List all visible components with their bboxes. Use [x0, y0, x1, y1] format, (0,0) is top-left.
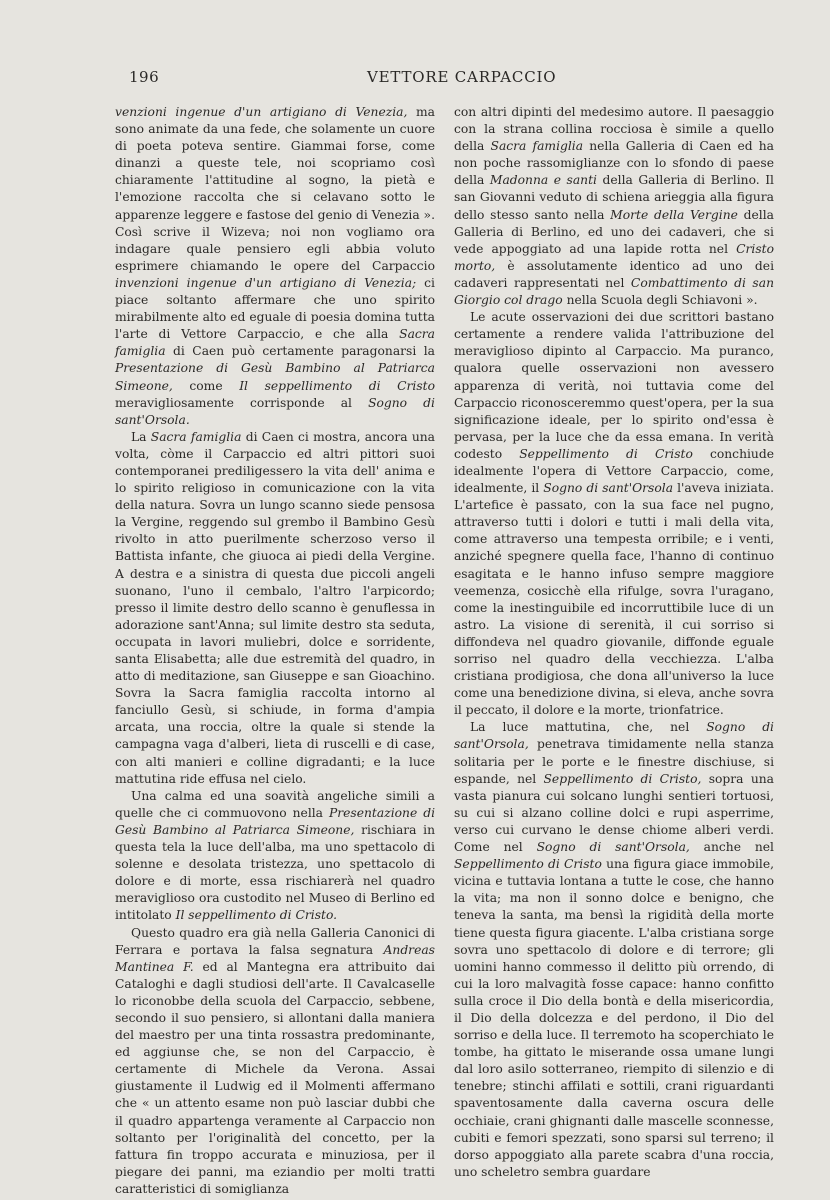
italic-text-run: Sogno di sant'Orsola	[543, 481, 674, 496]
text-run: La luce mattutina, che, nel	[470, 720, 707, 735]
text-run: nella Scuola degli Schiavoni ».	[562, 293, 758, 308]
text-run: anche nel	[689, 840, 774, 855]
text-run: l'aveva iniziata. L'artefice è passato, con la sua face nel pugno, attraverso tutti i dolori e tutti i mali della vita, come attraverso una tempesta orribile; e i venti, anziché spegnere quella face, l'hanno di continuo esagitata e le hanno infuso sempre maggiore veemenza, cosicchè ella rifulge, sovra l'uragano, come la inestinguibile ed incorruttibile luce di un astro. La visione di serenità, il cui sorriso si diffondeva nel quadro giovanile, diffonde eguale sorriso nel quadro della vecchiezza. L'alba cristiana prodigiosa, che dona all'universo la luce come una benedizione divina, si eleva, anche sovra il peccato, il dolore e la morte, trionfatrice.	[454, 481, 774, 718]
text-column-left	[115, 104, 435, 1198]
paragraph	[454, 309, 774, 719]
page-number: 196	[129, 68, 160, 86]
text-run: rischiara in questa tela la luce dell'alba, ma uno spettacolo di solenne e desolata tristezza, uno spettacolo di dolore e di morte, essa rischiarerà nel quadro meraviglioso ora custodito nel Museo di Berlino ed intitolato	[115, 822, 435, 923]
italic-text-run: Combattimento di san Giorgio col drago	[454, 275, 774, 308]
italic-text-run: Andreas Mantinea F.	[115, 942, 435, 974]
text-run: nella Galleria di Caen ed ha non poche rassomiglianze con lo sfondo di paese della	[454, 139, 774, 188]
text-run: una figura giace immobile, vicina e tuttavia lontana a tutte le cose, che hanno la vita; ma non il sonno dolce e benigno, che teneva la santa, ma bensì la rigidità della morte tiene questa figura giacente. L'alba cristiana sorge sovra uno spettacolo di dolore e di terrore; gli uomini hanno commesso il delitto più orrendo, di cui la loro malvagità fosse capace: hanno confitto sulla croce il Dio della bontà e della misericordia, il Dio della dolcezza e del perdono, il Dio del sorriso e della luce. Il terremoto ha scoperchiato le tombe, ha gittato le miserande ossa umane lungi dal loro asilo sotterraneo, riempito di silenzio e di tenebre; stinchi affilati e sottili, crani riguardanti spaventosamente dalla caverna oscura delle occhiaie, crani ghignanti dalle mascelle sconnesse, cubiti e femori spezzati, sono sparsi sul terreno; il dorso appoggiato alla parete scabra d'una roccia, uno scheletro sembra guardare	[454, 857, 774, 1179]
italic-text-run: Sogno di sant'Orsola.	[115, 395, 435, 427]
text-run: come	[172, 378, 240, 393]
text-run: ma sono animate da una fede, che solamente un cuore di poeta poteva sentire. Giammai forse, come dinanzi a queste tele, noi scopriamo così chiaramente l'attitudine al sogno, la pietà e l'emozione raccolta che si celavano sotto le apparenze leggere e fastose del genio di Venezia ». Così scrive il Wizeva; noi non vogliamo ora indagare quale pensiero egli abbia voluto esprimere chiamando le opere del Carpaccio	[115, 105, 435, 273]
paragraph	[115, 429, 435, 788]
text-run: ed al Mantegna era attribuito dai Cataloghi e dagli studiosi dell'arte. Il Cavalcaselle lo riconobbe della scuola del Carpaccio, sebbene, secondo il suo pensiero, si allontani dalla maniera del maestro per una tinta rossastra predominante, ed aggiunse che, se non del Carpaccio, è certamente di Michele da Verona. Assai giustamente il Ludwig ed il Molmenti affermano che « un attento esame non può lasciar dubbi che il quadro appartenga veramente al Carpaccio non soltanto per l'originalità del concetto, per la fattura fin troppo accurata e minuziosa, per il piegare dei panni, ma eziandio per molti tratti caratteristici di somiglianza	[115, 959, 435, 1196]
paragraph	[115, 104, 435, 429]
italic-text-run: invenzioni ingenue d'un artigiano di Venezia;	[115, 275, 417, 290]
italic-text-run: Seppellimento di Cristo	[519, 446, 693, 461]
text-run: sopra una vasta pianura cui solcano lunghi sentieri tortuosi, su cui si alzano colline dolci e rupi asperrime, verso cui curvano le dense chiome alberi verdi. Come nel	[454, 771, 774, 855]
paragraph	[454, 104, 774, 309]
text-run: meravigliosamente corrisponde al	[115, 395, 369, 410]
italic-text-run: Morte della Vergine	[610, 207, 738, 222]
italic-text-run: Sacra famiglia	[150, 429, 242, 444]
italic-text-run: Il seppellimento di Cristo	[239, 378, 436, 393]
text-run: della Galleria di Berlino. Il san Giovanni veduto di schiena arieggia alla figura dello stesso santo nella	[454, 173, 774, 222]
text-run: con altri dipinti del medesimo autore. Il paesaggio con la strana collina rocciosa è simile a quello della	[454, 105, 774, 154]
italic-text-run: Seppellimento di Cristo,	[543, 771, 702, 786]
italic-text-run: Seppellimento di Cristo	[454, 857, 602, 872]
text-run: è assolutamente identico ad uno dei cadaveri rappresentati nel	[454, 258, 774, 290]
italic-text-run: Sacra famiglia	[490, 139, 584, 154]
text-run: penetrava timidamente nella stanza solitaria per le porte e le finestre dischiuse, si espande, nel	[454, 737, 774, 786]
text-run: della Galleria di Berlino, ed uno dei cadaveri, che si vede appoggiato ad una lapide rotta nel	[454, 207, 774, 256]
running-title: VETTORE CARPACCIO	[367, 68, 557, 86]
text-run: Una calma ed una soavità angeliche simili a quelle che ci commuovono nella	[115, 788, 435, 820]
text-run: conchiude idealmente l'opera di Vettore Carpaccio, come, idealmente, il	[454, 446, 774, 496]
italic-text-run: venzioni ingenue d'un artigiano di Venezia,	[115, 105, 408, 119]
italic-text-run: Sacra famiglia	[115, 327, 435, 359]
paragraph	[115, 788, 435, 925]
italic-text-run: Presentazione di Gesù Bambino al Patriarca Simeone,	[115, 805, 436, 837]
italic-text-run: Sogno di sant'Orsola,	[536, 840, 690, 855]
text-run: di Caen ci mostra, ancora una volta, còme il Carpaccio ed altri pittori suoi contemporanei prediligessero la vita dell' anima e lo spirito religioso in comunicazione con la vita della natura. Sovra un lungo scanno siede pensosa la Vergine, reggendo sul grembo il Bambino Gesù rivolto in atto puerilmente scherzoso verso il Battista infante, che giuoca ai piedi della Vergine. A destra e a sinistra di questa due piccoli angeli suonano, l'uno il cembalo, l'altro l'arpicordo; presso il limite destro dello scanno è genuflessa in adorazione sant'Anna; sul limite destro sta seduta, occupata in lavori muliebri, dolce e sorridente, santa Elisabetta; alle due estremità del quadro, in atto di meditazione, san Giuseppe e san Gioachino. Sovra la Sacra famiglia raccolta intorno al fanciullo Gesù, si schiude, in forma d'ampia arcata, una roccia, oltre la quale si stende la campagna vaga d'alberi, lieta di ruscelli e di case, con alti manieri e colline digradanti; e la luce mattutina ride effusa nel cielo.	[115, 429, 436, 786]
paragraph	[115, 925, 435, 1199]
text-run: di Caen può certamente paragonarsi la	[165, 344, 435, 359]
italic-text-run: Cristo morto,	[454, 241, 774, 273]
page-header	[0, 68, 830, 88]
text-run: Le acute osservazioni dei due scrittori bastano certamente a rendere valida l'attribuzione del meraviglioso dipinto al Carpaccio. Ma puranco, qualora quelle osservazioni non avessero apparenza di verità, noi tuttavia come del Carpaccio riconosceremmo quest'opera, per la sua significazione ideale, per lo spirito ond'essa è pervasa, per la luce che da essa emana. In verità codesto	[454, 310, 774, 461]
text-column-right	[454, 104, 774, 1181]
italic-text-run: Presentazione di Gesù Bambino al Patriarca Simeone,	[115, 361, 435, 393]
text-run: La	[131, 429, 151, 444]
text-run: ci piace soltanto affermare che uno spirito mirabilmente alto ed eguale di poesia domina tutta l'arte di Vettore Carpaccio, e che alla	[115, 275, 435, 342]
paragraph	[454, 719, 774, 1181]
italic-text-run: Sogno di sant'Orsola,	[454, 720, 774, 752]
text-run: Questo quadro era già nella Galleria Canonici di Ferrara e portava la falsa segnatura	[115, 925, 435, 957]
italic-text-run: Madonna e santi	[489, 173, 597, 188]
italic-text-run: Il seppellimento di Cristo.	[175, 908, 338, 923]
